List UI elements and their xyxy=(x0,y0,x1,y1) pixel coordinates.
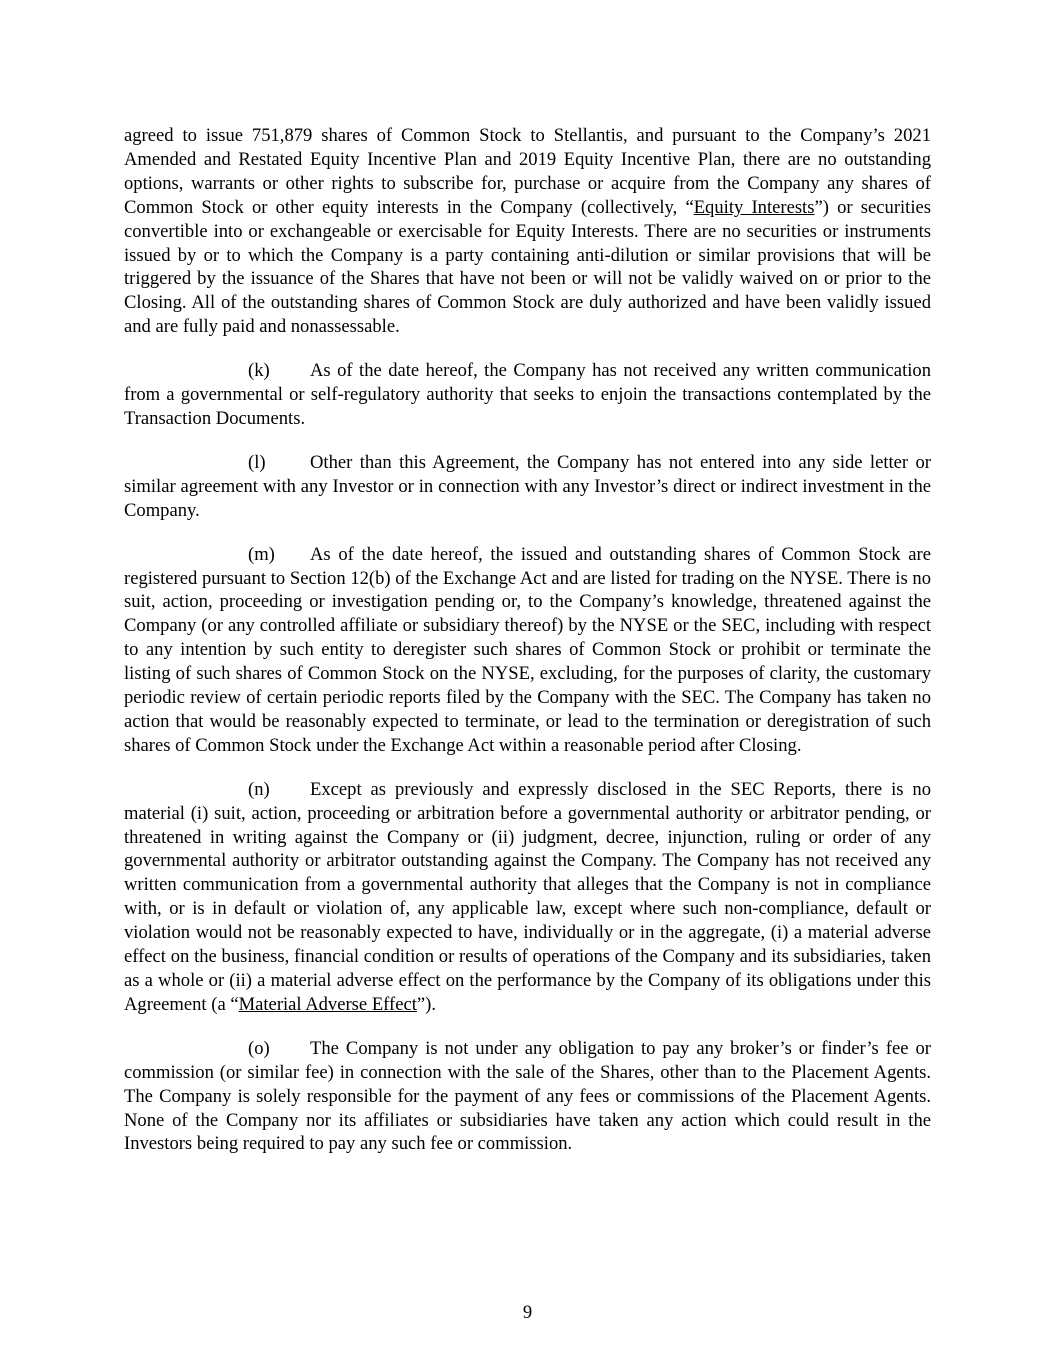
paragraph-label: (k) xyxy=(248,360,270,382)
paragraph-n: (n) Except as previously and expressly disclosed in the SEC Reports, there is no material (i) suit, action, proceeding or arbitration before a governmental authority or arbitrator pending, or threatened in writing against the Company or (ii) judgment, decree, injunction, ruling or order of any governmental authority or arbitrator outstanding against the Company. The Company has not received any written communication from a governmental authority that alleges that the Company is not in compliance with, or is in default or violation of, any applicable law, except where such non-compliance, default or violation would not be reasonably expected to have, individually or in the aggregate, (i) a material adverse effect on the business, financial condition or results of operations of the Company and its subsidiaries, taken as a whole or (ii) a material adverse effect on the performance by the Company of its obligations under this Agreement (a “Material Adverse Effect”). xyxy=(124,778,931,1015)
paragraph-label: (l) xyxy=(248,451,266,473)
paragraph-m: (m) As of the date hereof, the issued and outstanding shares of Common Stock are registered pursuant to Section 12(b) of the Exchange Act and are listed for trading on the NYSE. There is no suit, action, proceeding or investigation pending or, to the Company’s knowledge, threatened against the Company (or any controlled affiliate or subsidiary thereof) by the NYSE or the SEC, including with respect to any intention by such entity to deregister such shares of Common Stock or prohibit or terminate the listing of such shares of Common Stock on the NYSE, excluding, for the purposes of clarity, the customary periodic review of certain periodic reports filed by the Company with the SEC. The Company has taken no action that would be reasonably expected to terminate, or lead to the termination or deregistration of such shares of Common Stock under the Exchange Act within a reasonable period after Closing. xyxy=(124,543,931,756)
defined-term-material-adverse-effect: Material Adverse Effect xyxy=(238,993,417,1015)
paragraph-j-continued: agreed to issue 751,879 shares of Common Stock to Stellantis, and pursuant to the Company’s 2021 Amended and Restated Equity Incentive Plan and 2019 Equity Incentive Plan, there are no outstanding options, warrants or other rights to subscribe for, purchase or acquire from the Company any shares of Common Stock or other equity interests in the Company (collectively, “Equity Interests”) or securities convertible into or exchangeable or exercisable for Equity Interests. There are no securities or instruments issued by or to which the Company is a party containing anti-dilution or similar provisions that will be triggered by the issuance of the Shares that have not been or will not be validly waived on or prior to the Closing. All of the outstanding shares of Common Stock are duly authorized and have been validly issued and are fully paid and nonassessable. xyxy=(124,125,931,338)
body-text xyxy=(124,124,931,1176)
paragraph-l: (l) Other than this Agreement, the Company has not entered into any side letter or similar agreement with any Investor or in connection with any Investor’s direct or indirect investment in the Company. xyxy=(124,451,931,521)
paragraph-o: (o) The Company is not under any obligation to pay any broker’s or finder’s fee or commission (or similar fee) in connection with the sale of the Shares, other than to the Placement Agents. The Company is solely responsible for the payment of any fees or commissions of the Placement Agents. None of the Company nor its affiliates or subsidiaries have taken any action which could result in the Investors being required to pay any such fee or commission. xyxy=(124,1037,931,1155)
page-number: 9 xyxy=(522,1302,533,1323)
paragraph-label: (o) xyxy=(248,1037,270,1059)
paragraph-label: (m) xyxy=(248,543,275,565)
paragraph-label: (n) xyxy=(248,778,270,800)
defined-term-equity-interests: Equity Interests xyxy=(693,196,815,218)
paragraph-k: (k) As of the date hereof, the Company has not received any written communication from a governmental or self-regulatory authority that seeks to enjoin the transactions contemplated by the Transaction Documents. xyxy=(124,360,931,429)
